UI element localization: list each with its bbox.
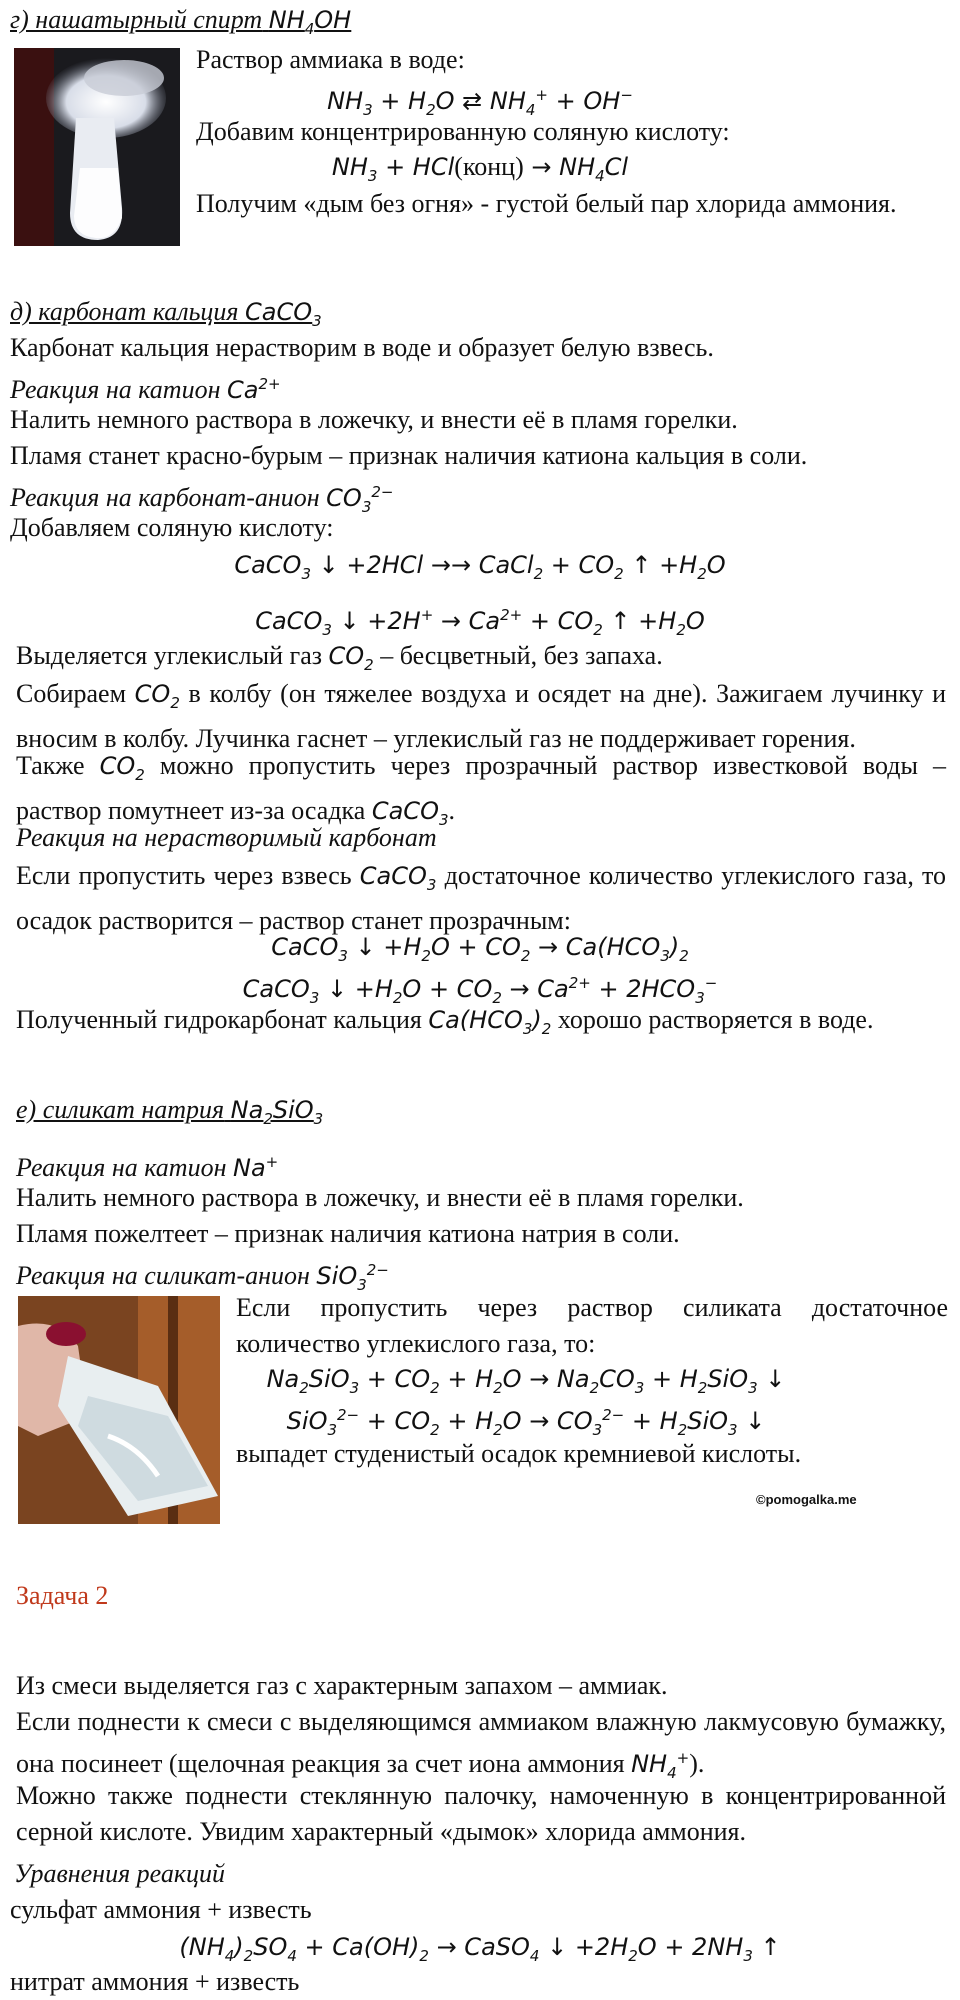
reaction-1-label: сульфат аммония + известь — [10, 1895, 312, 1924]
d-eq3: CaCO$_3$ ↓ $+H_2O + CO_2 \to Ca(HCO_3)_2$ — [271, 933, 689, 965]
d-react-insol: Реакция на нерастворимый карбонат — [16, 823, 437, 852]
g-line3: Получим «дым без огня» - густой белый пар хлорида аммония. — [196, 189, 897, 218]
d-result: Полученный гидрокарбонат кальция $Ca(HCO_3)_2$ хорошо растворяется в воде. — [16, 1005, 874, 1038]
e-pass: Если пропустить через раствор силиката достаточное количество углекислого газа, то: — [236, 1293, 948, 1358]
d-eq4: CaCO$_3$ ↓ $+H_2O + CO_2 \to Ca^{2+} + 2HCO_3^-$ — [242, 974, 718, 1007]
g-eq2: $NH_3$ + HCl(конц) → $NH_4Cl$ — [331, 152, 629, 185]
d-line4: Добавляем соляную кислоту: — [10, 513, 334, 542]
e-eq1: $Na_2SiO_3 + CO_2 + H_2O \to Na_2CO_3 + H_2SiO_3$ ↓ — [266, 1365, 786, 1397]
section-g-title: г) нашатырный спирт $NH_4OH$ — [10, 5, 352, 38]
reaction-1-eq: $(NH_4)_2SO_4 + Ca(OH)_2$ → CaSO$_4$ ↓ $+2H_2O + 2NH_3$ ↑ — [179, 1933, 781, 1965]
silicic-acid-photo — [18, 1296, 220, 1524]
g-line1: Раствор аммиака в воде: — [196, 45, 465, 74]
section-d-title: д) карбонат кальция CaCO$_3$ — [10, 297, 322, 330]
d-also: Также $CO_2$ можно пропустить через прозрачный раствор известковой воды – раствор помутнеет из-за осадка CaCO$_3$. — [16, 751, 946, 829]
reaction-2-label: нитрат аммония + известь — [10, 1967, 300, 1996]
d-line3: Пламя станет красно-бурым – признак наличия катиона кальция в соли. — [10, 441, 808, 470]
section-e-title: е) силикат натрия $Na_2SiO_3$ — [16, 1095, 324, 1128]
e-line1: Налить немного раствора в ложечку, и внести её в пламя горелки. — [16, 1183, 744, 1212]
e-result: выпадет студенистый осадок кремниевой кислоты. — [236, 1439, 802, 1468]
task-para3: Можно также поднести стеклянную палочку, намоченную в концентрированной серной кислоте. Увидим характерный «дымок» хлорида аммония. — [16, 1781, 946, 1846]
e-line2: Пламя пожелтеет – признак наличия катиона натрия в соли. — [16, 1219, 680, 1248]
e-react-anion: Реакция на силикат-анион SiO$_3^{2-}$ — [16, 1261, 389, 1294]
d-line2: Налить немного раствора в ложечку, и внести её в пламя горелки. — [10, 405, 738, 434]
d-eq2: CaCO$_3$ ↓ $+2H^+ \to Ca^{2+} + CO_2$ ↑ $+H_2O$ — [255, 606, 705, 639]
d-react-cation: Реакция на катион $Ca^{2+}$ — [10, 375, 281, 404]
task-para2: Если поднести к смеси с выделяющимся аммиаком влажную лакмусовую бумажку, она посинеет (щелочная реакция за счет иона аммония $NH_4^+$). — [16, 1707, 946, 1782]
g-line2: Добавим концентрированную соляную кислоту: — [196, 117, 730, 146]
d-pass: Если пропустить через взвесь CaCO$_3$ достаточное количество углекислого газа, то осадок растворится – раствор станет прозрачным: — [16, 861, 946, 935]
d-gas: Выделяется углекислый газ $CO_2$ – бесцветный, без запаха. — [16, 641, 663, 674]
d-react-anion: Реакция на карбонат-анион $CO_3^{2-}$ — [10, 483, 394, 516]
equations-heading: Уравнения реакций — [14, 1859, 226, 1888]
d-eq1: CaCO$_3$ ↓ +2HCl →→ CaCl$_2$ + $CO_2$ ↑ $+H_2O$ — [234, 551, 726, 583]
d-collect: Собираем $CO_2$ в колбу (он тяжелее воздуха и осядет на дне). Зажигаем лучинку и вносим в колбу. Лучинка гаснет – углекислый газ не поддерживает горения. — [16, 679, 947, 753]
e-eq2: $SiO_3^{2-} + CO_2 + H_2O \to CO_3^{2-} + H_2SiO_3$ ↓ — [286, 1406, 766, 1439]
task-line1: Из смеси выделяется газ с характерным запахом – аммиак. — [16, 1671, 668, 1700]
site-credit: ©pomogalka.me — [756, 1492, 857, 1507]
task-2-title: Задача 2 — [16, 1581, 109, 1610]
e-react-cation: Реакция на катион Na+ — [16, 1153, 279, 1182]
d-line1: Карбонат кальция нерастворим в воде и образует белую взвесь. — [10, 333, 714, 362]
g-eq1: $NH_3 + H_2O$ ⇄ $NH_4^+ + OH^-$ — [327, 86, 633, 119]
